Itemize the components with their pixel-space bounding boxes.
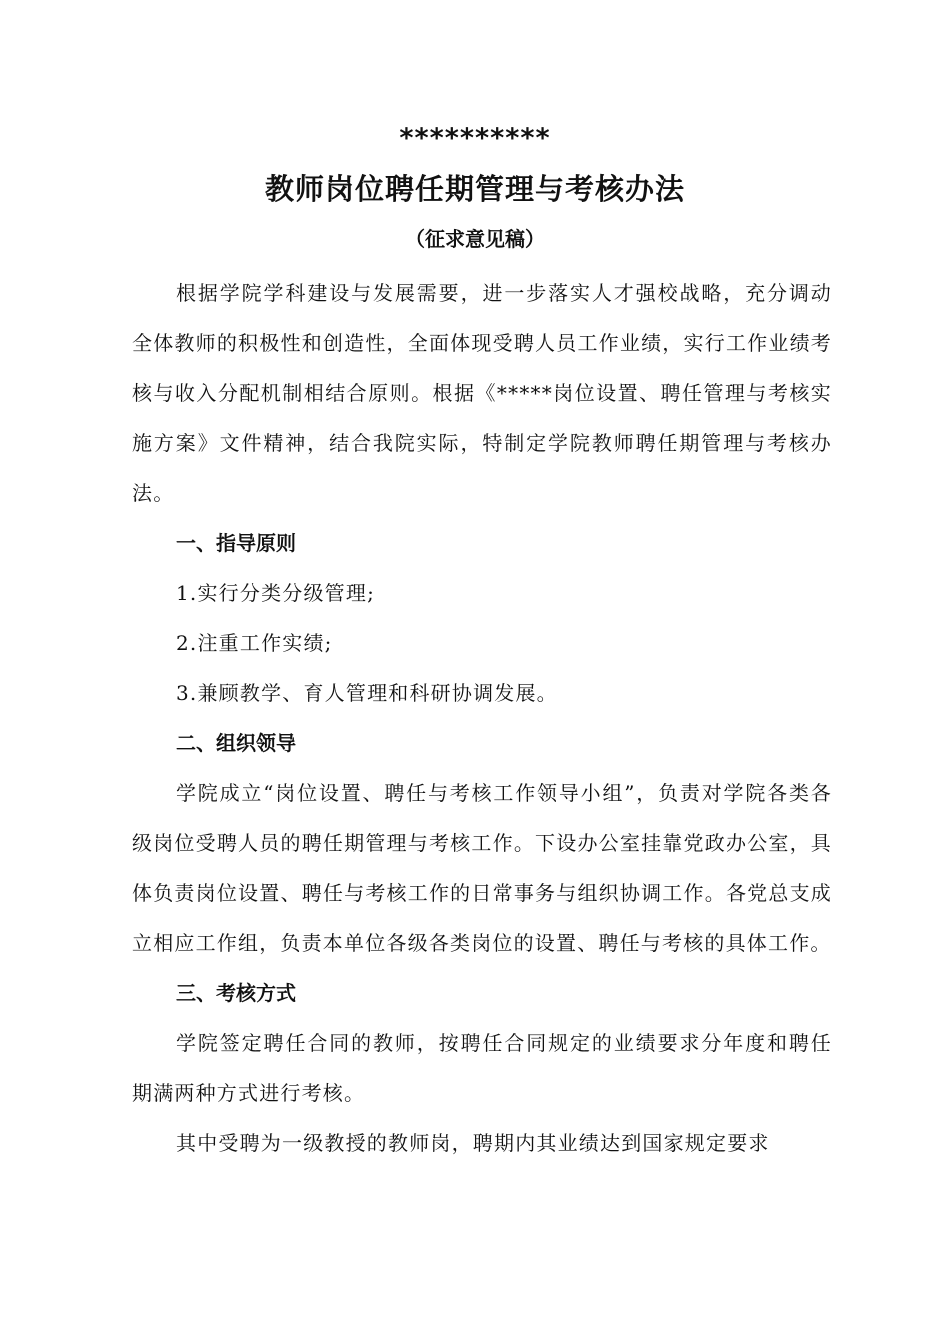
document-title: 教师岗位聘任期管理与考核办法 xyxy=(264,172,685,206)
section-heading-organization: 二、组织领导 xyxy=(176,731,296,755)
organization-paragraph: 学院成立“岗位设置、聘任与考核工作领导小组”，负责对学院各类各级岗位受聘人员的聘任期管理与考核工作。下设办公室挂靠党政办公室，具体负责岗位设置、聘任与考核工作的日常事务与组织协调工作。各党总支成立相应工作组，负责本单位各级各类岗位的设置、聘任与考核的具体工作。 xyxy=(132,781,832,955)
document-body xyxy=(132,268,832,1168)
section-heading-guiding-principles: 一、指导原则 xyxy=(176,531,296,555)
document-subtitle: （征求意见稿） xyxy=(405,227,545,251)
intro-paragraph: 根据学院学科建设与发展需要，进一步落实人才强校战略，充分调动全体教师的积极性和创造性，全面体现受聘人员工作业绩，实行工作业绩考核与收入分配机制相结合原则。根据《*****岗位设置、聘任管理与考核实施方案》文件精神，结合我院实际，特制定学院教师聘任期管理与考核办法。 xyxy=(132,281,832,505)
org-name-masked: ********** xyxy=(399,123,551,154)
section-heading-assessment-method: 三、考核方式 xyxy=(176,981,296,1005)
principle-item-3: 3.兼顾教学、育人管理和科研协调发展。 xyxy=(176,681,558,705)
principle-item-1: 1.实行分类分级管理; xyxy=(176,581,376,605)
assessment-paragraph-2: 其中受聘为一级教授的教师岗，聘期内其业绩达到国家规定要求 xyxy=(176,1131,770,1155)
principle-item-2: 2.注重工作实绩; xyxy=(176,631,333,655)
assessment-paragraph-1: 学院签定聘任合同的教师，按聘任合同规定的业绩要求分年度和聘任期满两种方式进行考核。 xyxy=(132,1031,832,1105)
